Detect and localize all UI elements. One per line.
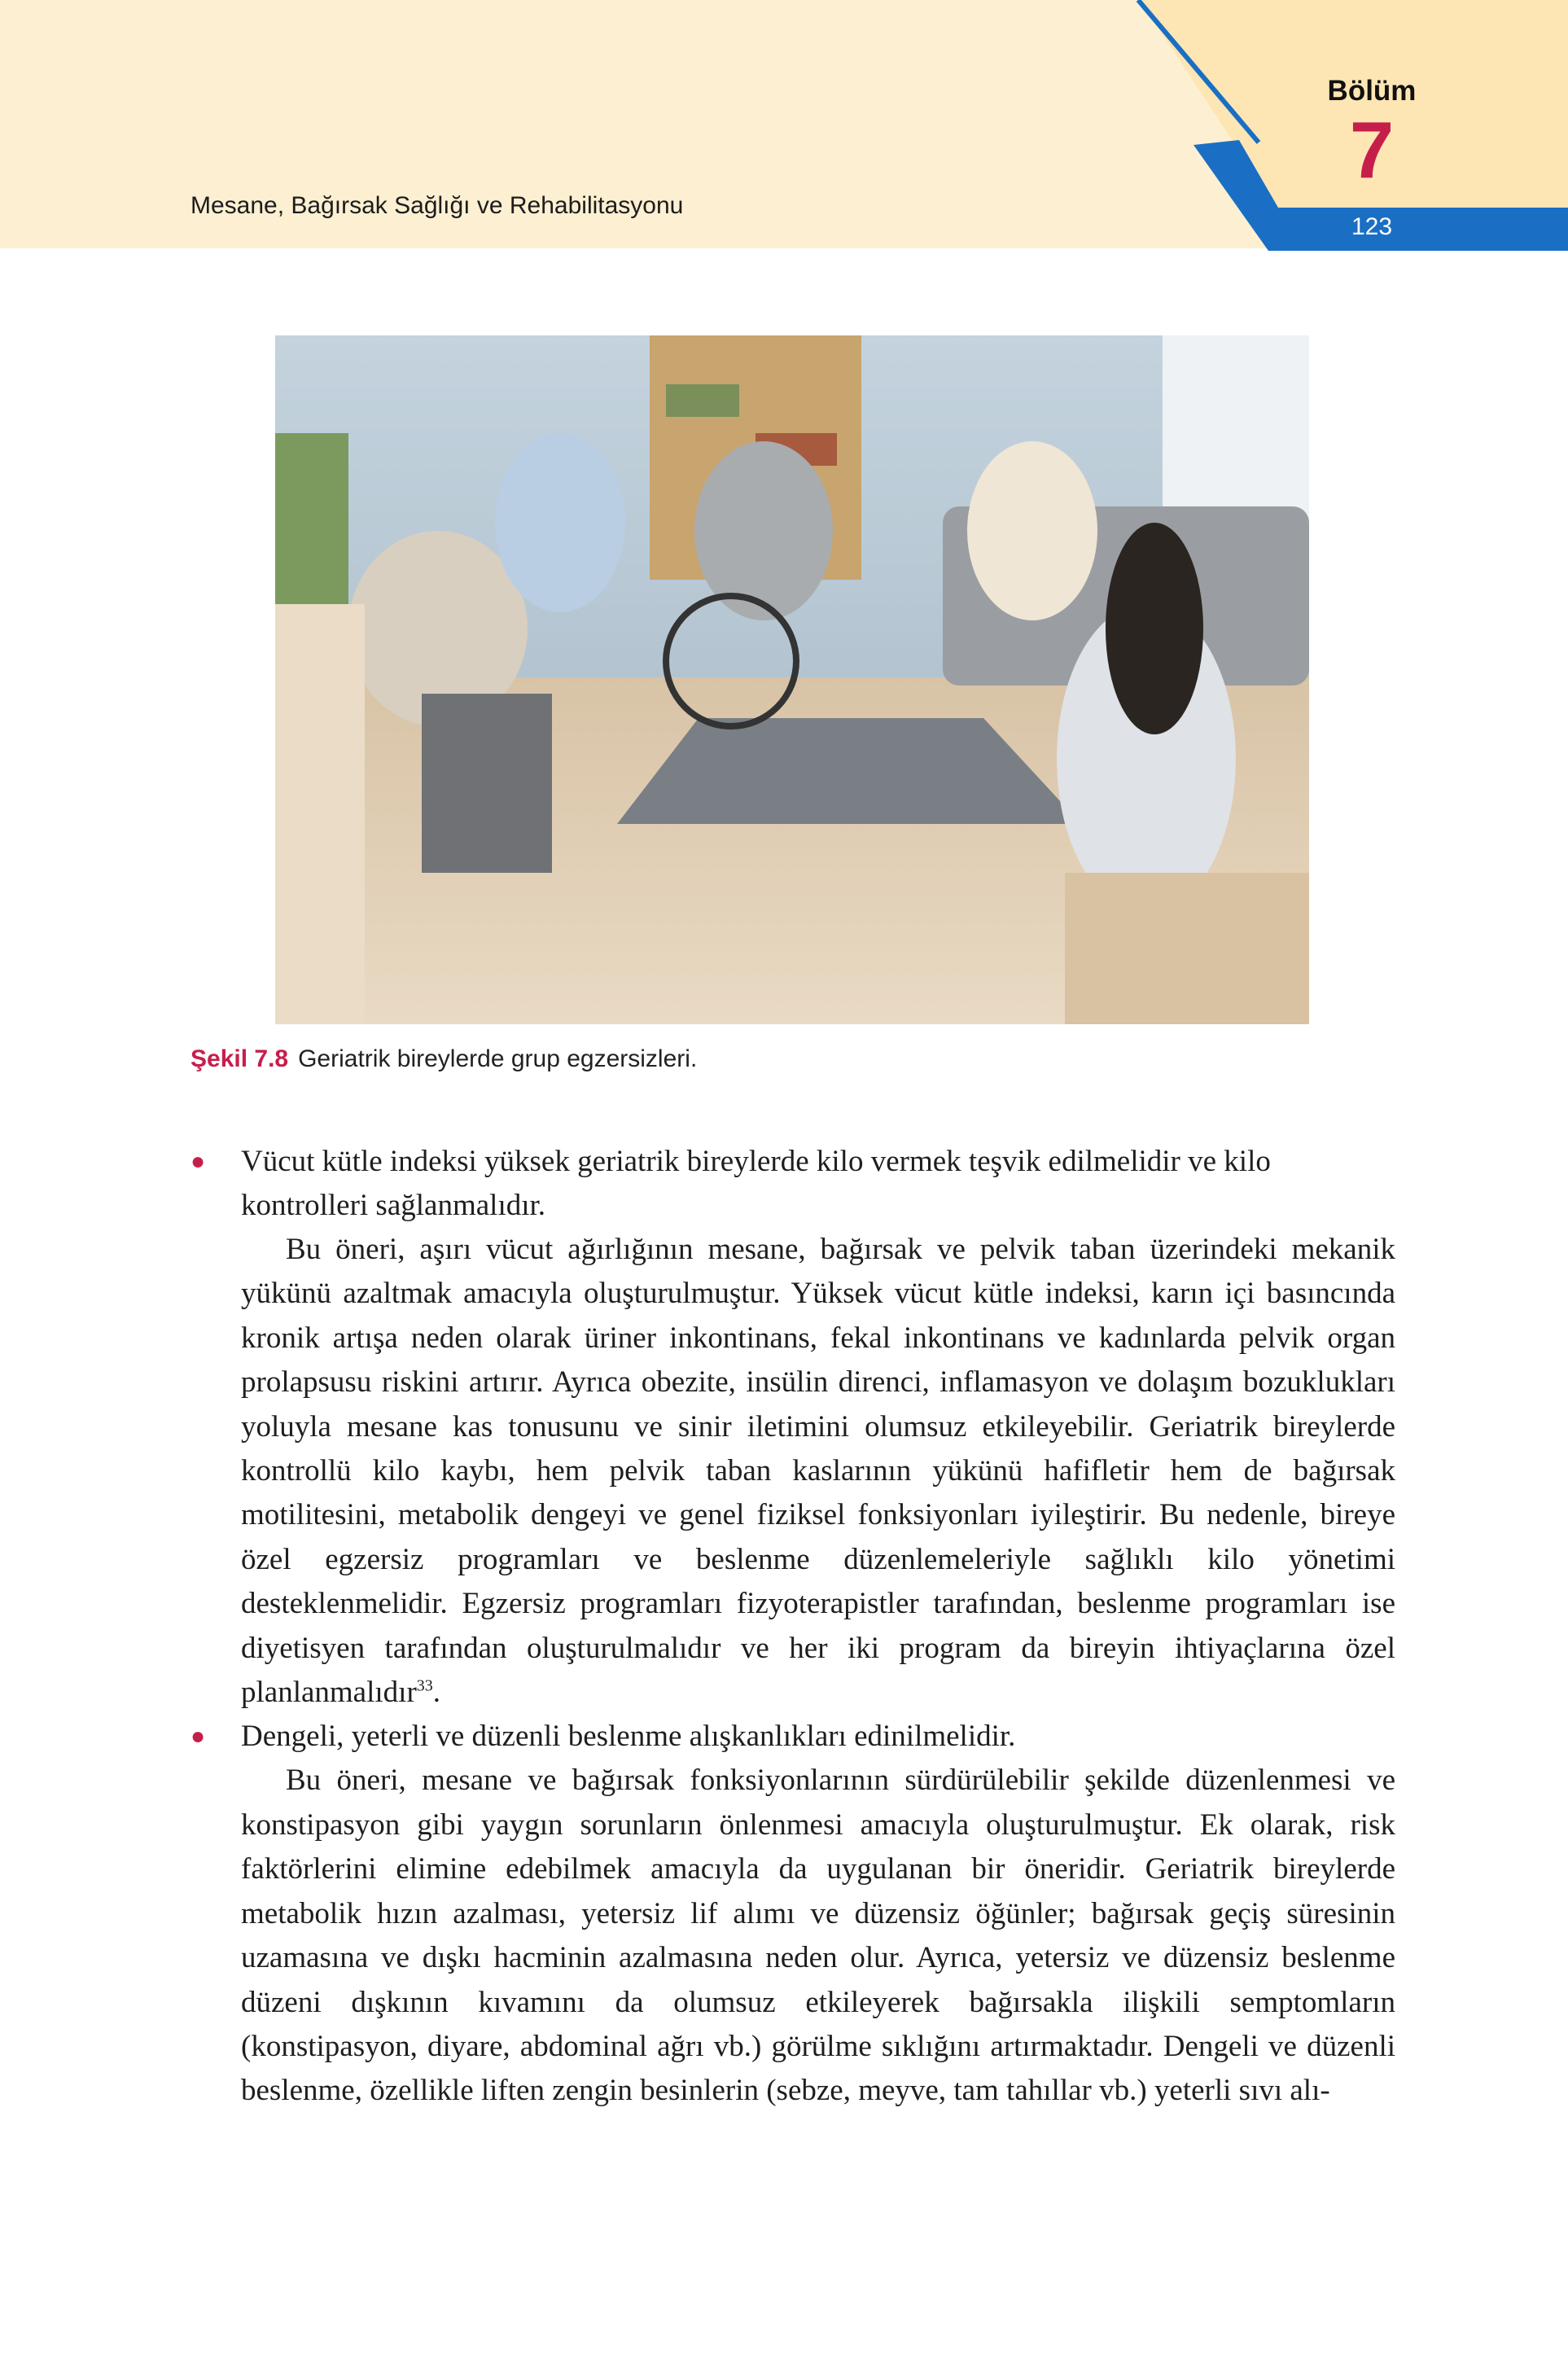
group-exercise-photo: [275, 335, 1309, 1024]
chapter-number: 7: [1349, 105, 1395, 195]
chapter-label: Bölüm: [1327, 75, 1417, 107]
paragraph: [191, 1228, 1395, 1715]
paragraph: [191, 1759, 1395, 2113]
photo-person-wheelchair: [694, 441, 833, 620]
photo-caregiver-hair: [1106, 523, 1203, 734]
figure-label: Şekil 7.8: [191, 1045, 289, 1072]
bullet-text: Dengeli, yeterli ve düzenli beslenme alışkanlıkları edinilmelidir.: [241, 1720, 1016, 1754]
bullet-item: [191, 1715, 1395, 1759]
page-number: 123: [1351, 213, 1393, 240]
photo-shelf-books: [666, 384, 739, 417]
photo-person-right: [967, 441, 1097, 620]
paragraph-text: Bu öneri, mesane ve bağırsak fonksiyonlarının sürdürülebilir şekilde düzenlenmesi ve konstipasyon gibi yaygın sorunların önlenmesi amacıyla oluşturulmuştur. Ek olarak, risk faktörlerini elimine edebilmek amacıyla da uygulanan bir öneridir. Geriatrik bireylerde metabolik hızın azalması, yetersiz lif alımı ve düzensiz öğünler; bağırsak geçiş süresinin uzamasına ve dışkı hacminin azalmasına neden olur. Ayrıca, yetersiz ve düzensiz beslenme düzeni dışkının kıvamını da olumsuz etkileyerek bağırsakla ilişkili semptomların (konstipasyon, diyare, abdominal ağrı vb.) görülme sıklığını artırmaktadır. Dengeli ve düzenli beslenme, özellikle liften zengin besinlerin (sebze, meyve, tam tahıllar vb.) yeterli sıvı alı-: [241, 1764, 1395, 2108]
bullet-dot-icon: ●: [191, 1148, 206, 1175]
photo-blanket: [1065, 873, 1309, 1024]
figure-caption-text: Geriatrik bireylerde grup egzersizleri.: [298, 1045, 698, 1072]
reference-superscript: 33: [416, 1676, 433, 1695]
bullet-dot-icon: ●: [191, 1723, 206, 1750]
photo-person-left-legs: [422, 694, 552, 873]
bullet-item: [191, 1140, 1395, 1228]
paragraph-text: Bu öneri, aşırı vücut ağırlığının mesane, bağırsak ve pelvik taban üzerindeki mekanik yükünü azaltmak amacıyla oluşturulmuştur. Yüksek vücut kütle indeksi, karın içi basıncında kronik artışa neden olarak üriner inkontinans, fekal inkontinans ve kadınlarda pelvik organ prolapsusu riskini artırır. Ayrıca obezite, insülin direnci, inflamasyon ve dolaşım bozuklukları yoluyla mesane kas tonusunu ve sinir iletimini olumsuz etkileyebilir. Geriatrik bireylerde kontrollü kilo kaybı, hem pelvik taban kaslarının yükünü hafifletir hem de bağırsak motilitesini, metabolik dengeyi ve genel fiziksel fonksiyonları iyileştirir. Bu nedenle, bireye özel egzersiz programları ve beslenme düzenlemeleriyle sağlıklı kilo yönetimi desteklenmelidir. Egzersiz programları fizyoterapistler tarafından, beslenme programları ise diyetisyen tarafından oluşturulmalıdır ve her iki program da bireyin ihtiyaçlarına özel planlanmalıdır: [241, 1233, 1395, 1710]
photo-person-back: [495, 433, 625, 612]
figure-caption: [191, 1045, 697, 1073]
bullet-text: Vücut kütle indeksi yüksek geriatrik bireylerde kilo vermek teşvik edilmelidir ve kilo kontrolleri sağlanmalıdır.: [241, 1145, 1271, 1222]
body-text: [191, 1140, 1395, 2114]
paragraph-end: .: [432, 1676, 441, 1710]
running-title: Mesane, Bağırsak Sağlığı ve Rehabilitasyonu: [191, 192, 684, 219]
photo-table: [275, 604, 365, 1024]
